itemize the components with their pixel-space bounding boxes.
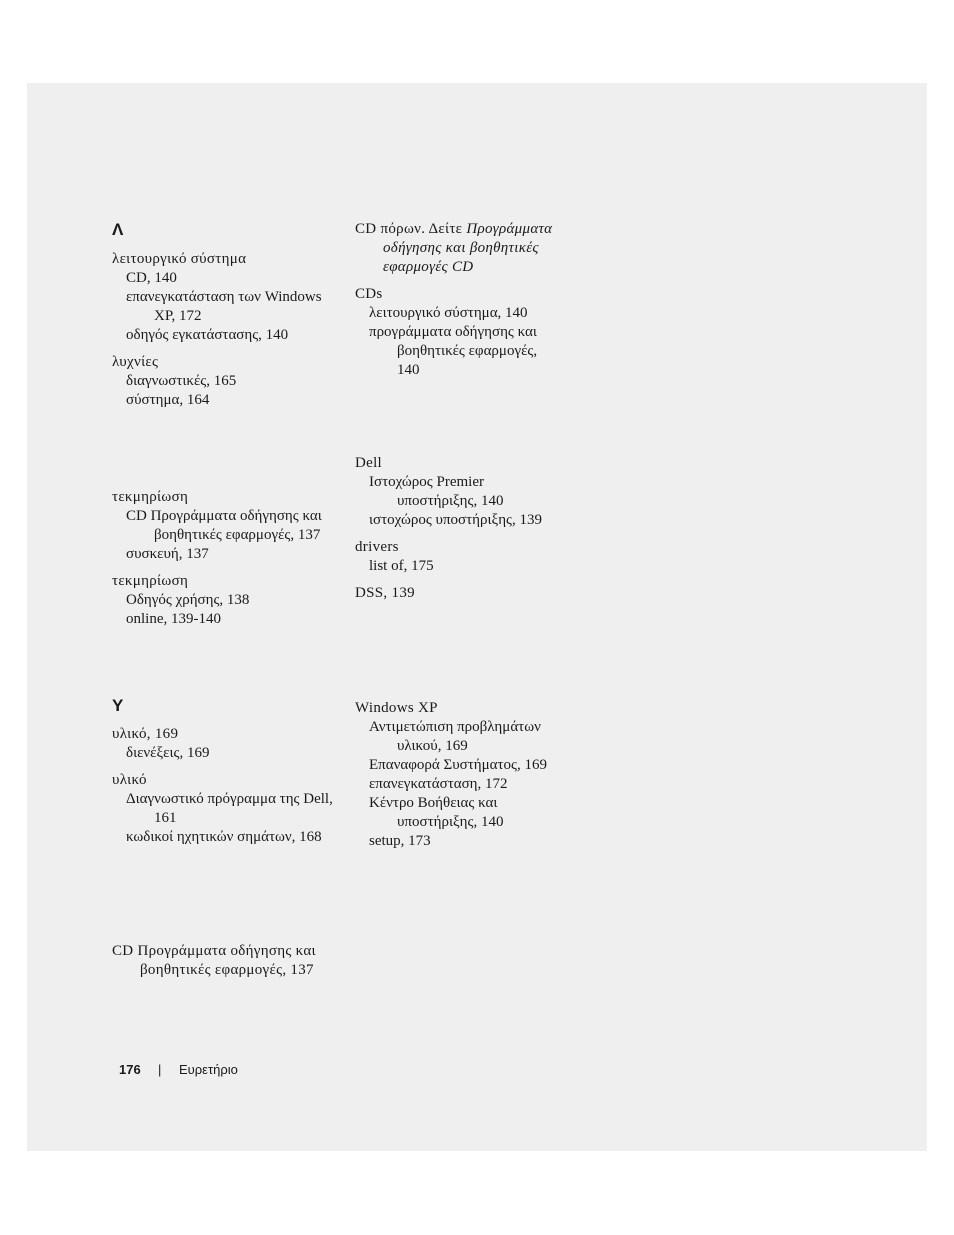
index-subentry: προγράμματα οδήγησης και βοηθητικές εφαρμογές, 140: [369, 324, 538, 378]
index-subentry: Ιστοχώρος Premier υποστήριξης, 140: [369, 474, 504, 509]
index-subentry: Διαγνωστικό πρόγραμμα της Dell, 161: [126, 791, 333, 826]
index-entry: DSS, 139: [355, 585, 415, 601]
index-subentry: Κέντρο Βοήθειας και υποστήριξης, 140: [369, 795, 504, 830]
footer-separator: |: [158, 1062, 162, 1077]
index-subentry: συσκευή, 137: [126, 546, 209, 562]
index-subentry: setup, 173: [369, 833, 431, 849]
index-subentry: Οδηγός χρήσης, 138: [126, 592, 250, 608]
letter-heading-upsilon: Υ: [112, 696, 124, 715]
index-entry: υλικό: [112, 772, 147, 788]
index-subentry: διαγνωστικές, 165: [126, 373, 237, 389]
index-subentry: επανεγκατάσταση των Windows XP, 172: [126, 289, 322, 324]
index-group-4: [112, 942, 327, 980]
index-subentry: online, 139-140: [126, 611, 221, 627]
index-entry: λυχνίες: [112, 354, 159, 370]
index-subentry: διενέξεις, 169: [126, 745, 210, 761]
index-subentry: CD Προγράμματα οδήγησης και βοηθητικές εφαρμογές, 137: [126, 508, 322, 543]
index-group-7: [355, 699, 585, 851]
index-group-2: [112, 488, 337, 629]
index-subentry: Επαναφορά Συστήματος, 169: [369, 757, 547, 773]
index-entry-cross-ref: [355, 220, 585, 277]
index-entry: τεκμηρίωση: [112, 573, 189, 589]
index-entry: CD Προγράμματα οδήγησης και βοηθητικές εφαρμογές, 137: [112, 943, 316, 978]
index-entry: Windows XP: [355, 700, 438, 716]
index-entry: υλικό, 169: [112, 726, 179, 742]
cross-ref-prefix: CD πόρων. Δείτε: [355, 221, 467, 237]
index-group-6: [355, 454, 585, 603]
index-entry: Dell: [355, 455, 383, 471]
index-subentry: επανεγκατάσταση, 172: [369, 776, 508, 792]
footer-title: Ευρετήριο: [179, 1062, 238, 1077]
index-group-1: [112, 250, 337, 410]
index-subentry: λειτουργικό σύστημα, 140: [369, 305, 528, 321]
page-number: 176: [119, 1062, 141, 1077]
index-entry: τεκμηρίωση: [112, 489, 189, 505]
index-subentry: ιστοχώρος υποστήριξης, 139: [369, 512, 542, 528]
letter-heading-lambda: Λ: [112, 220, 124, 239]
index-entry: drivers: [355, 539, 399, 555]
index-subentry: CD, 140: [126, 270, 177, 286]
index-subentry: κωδικοί ηχητικών σημάτων, 168: [126, 829, 322, 845]
index-entry: λειτουργικό σύστημα: [112, 251, 247, 267]
index-subentry: Αντιμετώπιση προβλημάτων υλικού, 169: [369, 719, 541, 754]
index-group-3: [112, 725, 337, 847]
index-subentry: σύστημα, 164: [126, 392, 210, 408]
cross-ref-target: Προγράμματα οδήγησης και βοηθητικές εφαρμογές CD: [383, 221, 553, 275]
index-subentry: list of, 175: [369, 558, 434, 574]
index-group-5: [355, 220, 585, 380]
index-entry: CDs: [355, 286, 383, 302]
index-subentry: οδηγός εγκατάστασης, 140: [126, 327, 289, 343]
